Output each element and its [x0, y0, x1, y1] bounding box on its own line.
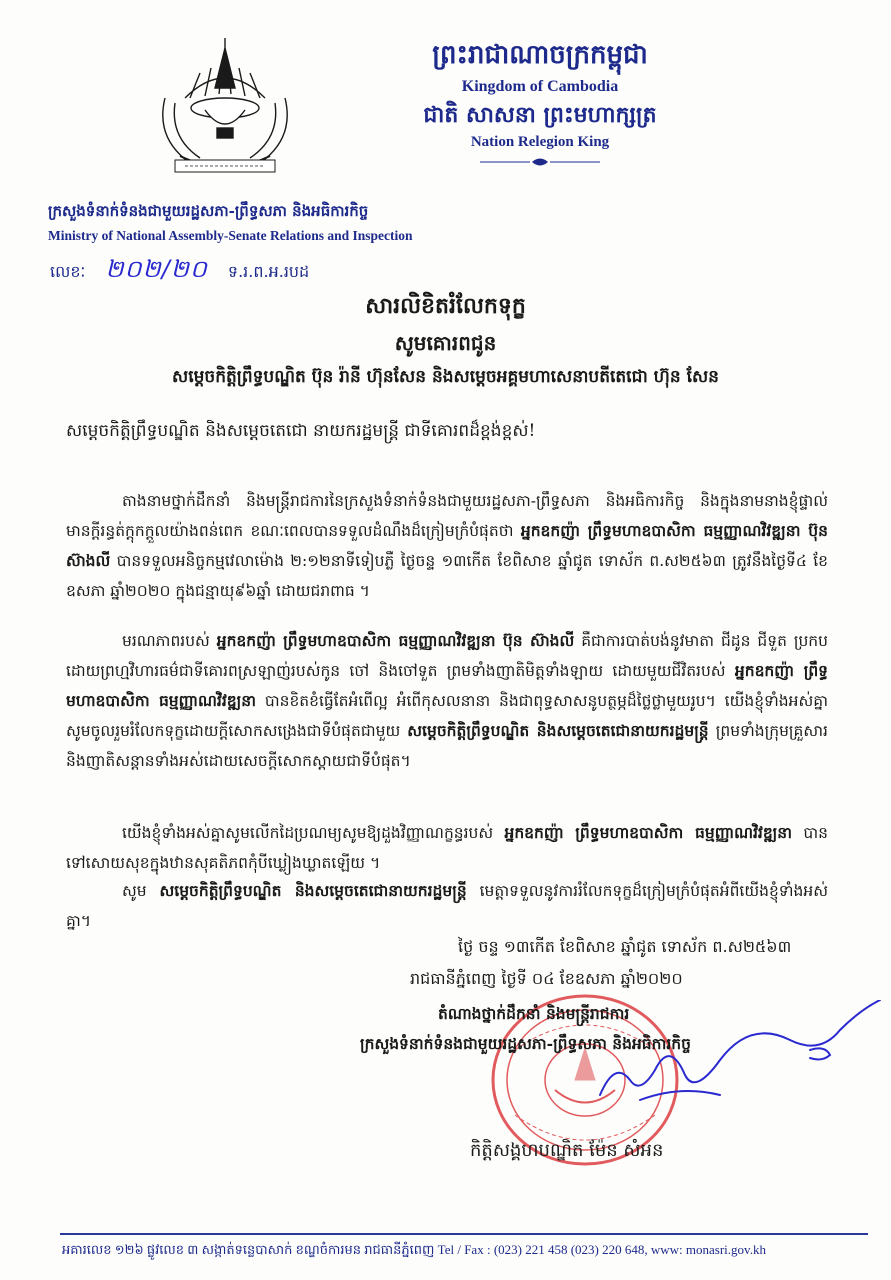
- paragraph-1: [66, 486, 828, 606]
- paragraph-3-text-a: យើងខ្ញុំទាំងអស់គ្នាសូមលើកដៃប្រណម្យសូមឱ្យដួងវិញ្ញាណក្ខន្ធរបស់: [122, 824, 494, 842]
- reference-code: ទ.រ.ព.អ.របដ: [227, 262, 310, 281]
- paragraph-3-name: អ្នកឧកញ៉ា ព្រឹទ្ធមហាឧបាសិកា ធម្មញ្ញាណវិវឌ្ឍនា: [504, 823, 793, 842]
- paragraph-3-text-b: បានទៅសោយសុខក្នុងឋានសុគតិភពកុំបីឃ្លៀងឃ្លាតឡើយ ។: [66, 824, 828, 872]
- signer-name: កិត្តិសង្គហបណ្ឌិត ម៉ែន សំអន: [470, 1140, 664, 1161]
- signatory-title-1: តំណាងថ្នាក់ដឹកនាំ និងមន្ត្រីរាជការ: [438, 1004, 630, 1023]
- letter-subtitle: សូមគោរពជូន: [394, 331, 497, 355]
- ornament-divider-icon: [480, 157, 600, 167]
- date-lunar: ថ្ងៃ ចន្ទ ១៣កើត ខែពិសាខ ឆ្នាំជូត ទោស័ក ព.ស២៥៦៣: [458, 937, 792, 956]
- date-solar: រាជធានីភ្នំពេញ ថ្ងៃទី ០៤ ខែឧសភា ឆ្នាំ២០២០: [410, 969, 683, 988]
- kingdom-header: [400, 38, 680, 171]
- reference-label: លេខៈ: [50, 262, 86, 281]
- motto-english: Nation Relegion King: [470, 134, 610, 150]
- letter-salutation: សម្តេចកិត្តិព្រឹទ្ធបណ្ឌិត និងសម្តេចតេជោ នាយករដ្ឋមន្ត្រី ជាទីគោរពដ៏ខ្ពង់ខ្ពស់!: [66, 421, 536, 441]
- ministry-name-khmer: ក្រសួងទំនាក់ទំនងជាមួយរដ្ឋសភា-ព្រឹទ្ធសភា និងអធិការកិច្ច: [48, 202, 369, 220]
- paragraph-4: [66, 876, 828, 936]
- paragraph-2-name-2: អ្នកឧកញ៉ា ព្រឹទ្ធមហាឧបាសិកា ធម្មញ្ញាណវិវឌ្ឍនា: [66, 661, 828, 710]
- footer-address: អគារលេខ ១២៦ ផ្លូវលេខ ៣ សង្កាត់ទន្លេបាសាក់ ខណ្ឌចំការមន រាជធានីភ្នំពេញ Tel / Fax : (023) 221 458 (023) 220 648, www: monasri.gov.kh: [62, 1242, 766, 1257]
- footer-divider: [60, 1233, 868, 1235]
- kingdom-title-khmer: ព្រះរាជាណាចក្រកម្ពុជា: [432, 40, 648, 70]
- letter-recipient: សម្តេចកិត្តិព្រឹទ្ធបណ្ឌិត ប៊ុន រ៉ានី ហ៊ុនសែន និងសម្តេចអគ្គមហាសេនាបតីតេជោ ហ៊ុន សែន: [172, 367, 719, 387]
- paragraph-3: [66, 818, 828, 878]
- paragraph-2: [66, 626, 828, 776]
- paragraph-4-text-b: មេត្តាទទួលនូវការរំលែកទុក្ខដ៏ក្រៀមក្រំបំផុតអំពីយើងខ្ញុំទាំងអស់គ្នា។: [66, 882, 828, 930]
- signatory-title-2: ក្រសួងទំនាក់ទំនងជាមួយរដ្ឋសភា-ព្រឹទ្ធសភា និងអធិការកិច្ច: [360, 1034, 691, 1053]
- paragraph-1-text-a: តាងនាមថ្នាក់ដឹកនាំ និងមន្ត្រីរាជការនៃក្រសួងទំនាក់ទំនងជាមួយរដ្ឋសភា-ព្រឹទ្ធសភា និងអធិការកិច្ច និងក្នុងនាមនាងខ្ញុំផ្ទាល់ មានក្តីរន្ធត់ក្តុកក្តួលយ៉ាងពន់ពេក ខណៈពេលបានទទួលដំណឹងដ៏ក្រៀមក្រំបំផុតថា: [66, 492, 828, 540]
- paragraph-2-text-d: ព្រមទាំងក្រុមគ្រួសារ និងញាតិសន្តានទាំងអស់ដោយសេចក្តីសោកស្តាយជាទីបំផុត។: [66, 722, 828, 770]
- handwritten-signature-icon: [560, 1000, 890, 1110]
- paragraph-1-name: អ្នកឧកញ៉ា ព្រឹទ្ធមហាឧបាសិកា ធម្មញ្ញាណវិវឌ្ឍនា ប៊ុន ស៊ាងលី: [66, 521, 828, 570]
- reference-row: [50, 254, 309, 289]
- paragraph-2-text-c: បានខិតខំធ្វើតែអំពើល្អ អំពើកុសលនានា និងជាពុទ្ធសាសនូបត្ថម្ភដ៏ថ្លៃថ្លាមួយរូប។ យើងខ្ញុំទាំងអស់គ្នាសូមចូលរួមរំលែកទុក្ខដោយក្តីសោកសង្រេងជាទីបំផុតជាមួយ: [66, 692, 828, 740]
- ministry-name-english: Ministry of National Assembly-Senate Relations and Inspection: [48, 228, 413, 243]
- paragraph-2-name-3: សម្តេចកិត្តិព្រឹទ្ធបណ្ឌិត និងសម្តេចតេជោនាយករដ្ឋមន្ត្រី: [407, 721, 709, 740]
- paragraph-2-text-a: មរណភាពរបស់: [122, 632, 210, 650]
- paragraph-2-name-1: អ្នកឧកញ៉ា ព្រឹទ្ធមហាឧបាសិកា ធម្មញ្ញាណវិវឌ្ឍនា ប៊ុន ស៊ាងលី: [216, 631, 575, 650]
- reference-number: ២០២/២០: [105, 255, 208, 283]
- kingdom-title-english: Kingdom of Cambodia: [461, 78, 619, 95]
- paragraph-2-text-b: គឺជាការបាត់បង់នូវមាតា ជីដូន ជីទួត ប្រកបដោយព្រហ្មវិហារធម៌ជាទីគោរពស្រឡាញ់របស់កូន ចៅ និងចៅទួត ព្រមទាំងញាតិមិត្តទាំងឡាយ ដោយមួយជីវិតរបស់: [66, 632, 828, 680]
- paragraph-4-name: សម្តេចកិត្តិព្រឹទ្ធបណ្ឌិត និងសម្តេចតេជោនាយករដ្ឋមន្ត្រី: [159, 881, 467, 900]
- paragraph-1-text-b: បានទទួលអនិច្ចកម្មវេលាម៉ោង ២:១២នាទីទៀបភ្លឺ ថ្ងៃចន្ទ ១៣កើត ខែពិសាខ ឆ្នាំជូត ទោស័ក ព.ស២៥៦៣ ត្រូវនឹងថ្ងៃទី៤ ខែឧសភា ឆ្នាំ២០២០ ក្នុងជន្មាយុ៩៦ឆ្នាំ ដោយជរាពាធ ។: [66, 552, 828, 600]
- paragraph-4-text-a: សូម: [122, 882, 147, 900]
- letter-title: សារលិខិតរំលែកទុក្ខ: [365, 293, 526, 319]
- motto-khmer: ជាតិ សាសនា ព្រះមហាក្សត្រ: [423, 102, 657, 128]
- national-assembly-emblem-icon: [145, 28, 305, 188]
